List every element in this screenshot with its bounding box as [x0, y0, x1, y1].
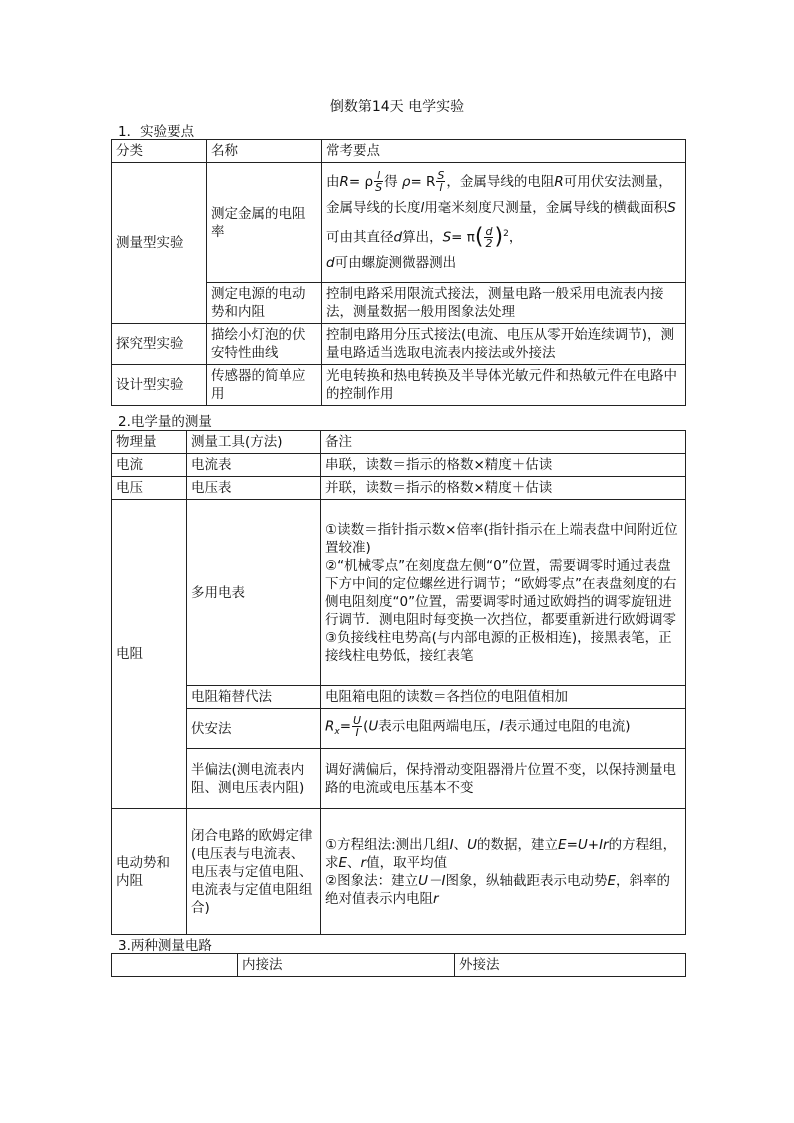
header-tool: 测量工具(方法)	[187, 431, 321, 454]
header-note: 备注	[321, 431, 686, 454]
table-row	[112, 709, 686, 749]
tool-voltage: 电压表	[187, 477, 321, 500]
experiment-points-table	[111, 139, 686, 406]
tool-multimeter: 多用电表	[187, 500, 321, 686]
qty-resistance: 电阻	[112, 500, 187, 809]
table-row	[112, 365, 686, 406]
table-row	[112, 500, 686, 686]
table-row	[112, 454, 686, 477]
name-design: 传感器的简单应用	[207, 365, 322, 406]
points-explore: 控制电路用分压式接法(电流、电压从零开始连续调节)，测量电路适当选取电流表内接法或外接法	[322, 324, 686, 365]
qty-emf: 电动势和内阻	[112, 809, 187, 935]
table-row	[112, 477, 686, 500]
table-row	[112, 163, 686, 283]
qty-voltage: 电压	[112, 477, 187, 500]
points-design: 光电转换和热电转换及半导体光敏元件和热敏元件在电路中的控制作用	[322, 365, 686, 406]
table-row	[112, 324, 686, 365]
table-header-row	[112, 431, 686, 454]
note-half-deflection: 调好满偏后，保持滑动变阻器滑片位置不变，以保持测量电路的电流或电压基本不变	[321, 749, 686, 809]
note-resistance-box: 电阻箱电阻的读数＝各挡位的电阻值相加	[321, 686, 686, 709]
circuit-table	[111, 953, 686, 977]
tool-half-deflection: 半偏法(测电流表内阻、测电压表内阻)	[187, 749, 321, 809]
note-voltage: 并联，读数＝指示的格数×精度＋估读	[321, 477, 686, 500]
tool-resistance-box: 电阻箱替代法	[187, 686, 321, 709]
header-internal: 内接法	[238, 954, 455, 977]
table-row	[112, 749, 686, 809]
note-multimeter: ①读数＝指针指示数×倍率(指针指示在上端表盘中间附近位置较准) ②“机械零点”在刻度盘左侧“0”位置，需要调零时通过表盘下方中间的定位螺丝进行调节；“欧姆零点”在表盘刻度的右侧电阻刻度“0”位置，需要调零时通过欧姆挡的调零旋钮进行调节．测电阻时每变换一次挡位，都要重新进行欧姆调零 ③负接线柱电势高(与内部电源的正极相连)，接黑表笔，正接线柱电势低，接红表笔	[321, 500, 686, 686]
measurement-table	[111, 430, 686, 935]
note-emf: ①方程组法:测出几组I、U的数据，建立E=U+Ir的方程组，求E、r值，取平均值 ②图象法：建立U－I图象，纵轴截距表示电动势E，斜率的绝对值表示内电阻r	[321, 809, 686, 935]
table-header-row	[112, 954, 686, 977]
name-emf: 测定电源的电动势和内阻	[207, 283, 322, 324]
header-category: 分类	[112, 140, 207, 163]
category-explore: 探究型实验	[112, 324, 207, 365]
category-measure: 测量型实验	[112, 163, 207, 324]
note-voltammetry: $R_x=$ $\frac{U}{I}$ (U表示电阻两端电压，I表示通过电阻的电流)	[321, 709, 686, 749]
header-external: 外接法	[455, 954, 686, 977]
header-quantity: 物理量	[112, 431, 187, 454]
table-header-row	[112, 140, 686, 163]
name-explore: 描绘小灯泡的伏安特性曲线	[207, 324, 322, 365]
header-blank	[112, 954, 238, 977]
qty-current: 电流	[112, 454, 187, 477]
table-row	[112, 686, 686, 709]
points-resistivity: 由R= ρ $\frac{l}{S}$ 得 ρ= R $\frac{S}{l}$ ，金属导线的电阻R可用伏安法测量，金属导线的长度l用毫米刻度尺测量，金属导线的横截面积S可由其直径d算出，S= π( $\frac{d}{2}$ )$^2$， d可由螺旋测微器测出	[322, 163, 686, 283]
name-resistivity: 测定金属的电阻率	[207, 163, 322, 283]
page-title: 倒数第14天 电学实验	[329, 99, 465, 115]
header-points: 常考要点	[322, 140, 686, 163]
section-heading-measurement: 2.电学量的测量	[118, 414, 212, 430]
section-heading-circuits: 3.两种测量电路	[118, 938, 212, 954]
note-current: 串联，读数＝指示的格数×精度＋估读	[321, 454, 686, 477]
section-heading-experiments: 1．实验要点	[118, 124, 195, 140]
table-row	[112, 809, 686, 935]
header-name: 名称	[207, 140, 322, 163]
tool-ohms-law: 闭合电路的欧姆定律(电压表与电流表、电压表与定值电阻、电流表与定值电阻组合)	[187, 809, 321, 935]
tool-current: 电流表	[187, 454, 321, 477]
tool-voltammetry: 伏安法	[187, 709, 321, 749]
category-design: 设计型实验	[112, 365, 207, 406]
points-emf: 控制电路采用限流式接法，测量电路一般采用电流表内接法，测量数据一般用图象法处理	[322, 283, 686, 324]
